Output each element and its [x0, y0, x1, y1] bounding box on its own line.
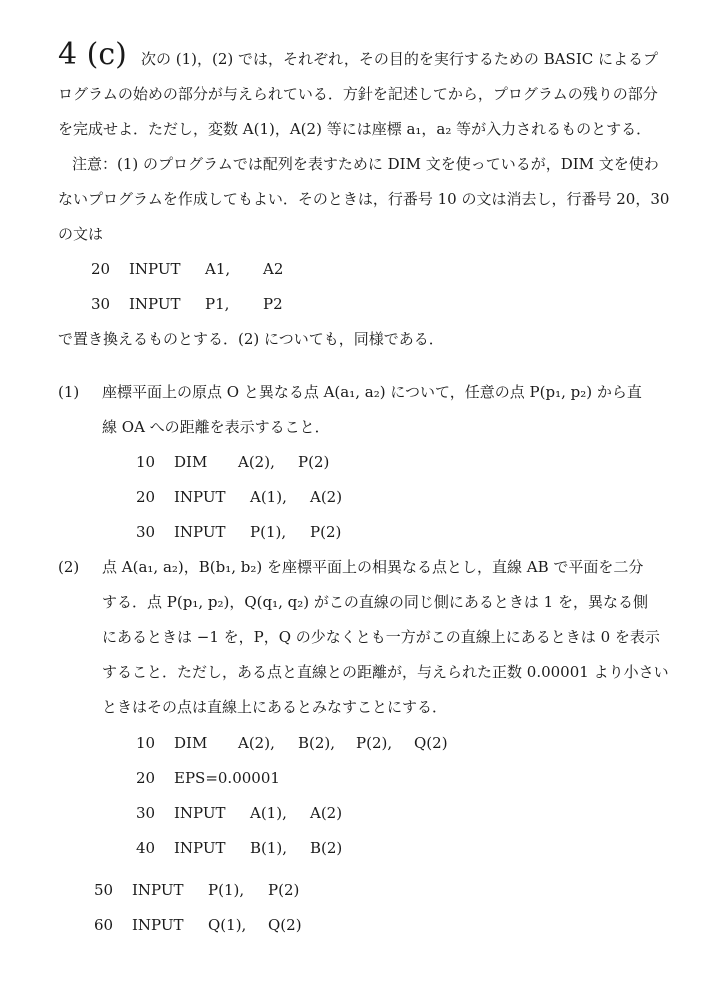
intro-line-2: ログラムの始めの部分が与えられている．方針を記述してから，プログラムの残りの部分: [58, 85, 658, 103]
argument: P(2): [268, 881, 300, 899]
part1-text-1: 座標平面上の原点 O と異なる点 A(a₁, a₂) について，任意の点 P(p₁, p₂) から直: [102, 383, 642, 401]
argument: P1,: [205, 295, 230, 313]
argument: A(2): [310, 804, 343, 822]
line-number: 20: [91, 260, 111, 278]
part2-code-line-30: [136, 803, 342, 823]
argument: A(2): [310, 488, 343, 506]
note-end: で置き換えるものとする．(2) についても，同様である．: [58, 330, 444, 348]
note-code-line-20: [91, 259, 283, 279]
note-line-3: の文は: [58, 225, 104, 243]
keyword: DIM: [174, 734, 208, 752]
keyword: INPUT: [132, 881, 184, 899]
part1-code-line-10: [136, 452, 329, 472]
part1-code-line-20: [136, 487, 342, 507]
argument: P(1),: [250, 523, 287, 541]
argument: P(2): [298, 453, 330, 471]
argument: P(2),: [356, 734, 393, 752]
line-number: 60: [94, 916, 114, 934]
part2-label: (2): [58, 558, 80, 576]
argument: A2: [263, 260, 284, 278]
argument: B(2),: [298, 734, 336, 752]
keyword: INPUT: [174, 804, 226, 822]
line-number: 30: [136, 523, 156, 541]
intro-line-1: 次の (1)，(2) では，それぞれ，その目的を実行するための BASIC によるプ: [141, 50, 659, 68]
part2-text-1: 点 A(a₁, a₂)，B(b₁, b₂) を座標平面上の相異なる点とし，直線 AB で平面を二分: [102, 558, 644, 576]
part2-code-line-20: [136, 768, 280, 788]
keyword: INPUT: [129, 295, 181, 313]
argument: Q(2): [414, 734, 448, 752]
line-number: 40: [136, 839, 156, 857]
keyword: INPUT: [129, 260, 181, 278]
line-number: 20: [136, 488, 156, 506]
part2-code-line-40: [136, 838, 342, 858]
part1-label: (1): [58, 383, 80, 401]
keyword: INPUT: [174, 523, 226, 541]
argument: P2: [263, 295, 283, 313]
part1-text-2: 線 OA への距離を表示すること．: [102, 418, 330, 436]
part2-code-line-60: [94, 915, 302, 935]
line-number: 10: [136, 734, 156, 752]
note-line-2: ないプログラムを作成してもよい．そのときは，行番号 10 の文は消去し，行番号 20，30: [58, 190, 670, 208]
line-number: 30: [136, 804, 156, 822]
keyword: DIM: [174, 453, 208, 471]
statement: EPS=0.00001: [174, 769, 280, 787]
line-number: 30: [91, 295, 111, 313]
part1-code-line-30: [136, 522, 341, 542]
part2-text-4: すること．ただし，ある点と直線との距離が，与えられた正数 0.00001 より小さい: [102, 663, 669, 681]
part2-text-3: にあるときは −1 を，P，Q の少なくとも一方がこの直線上にあるときは 0 を表示: [102, 628, 660, 646]
keyword: INPUT: [132, 916, 184, 934]
argument: A(1),: [250, 488, 287, 506]
part2-text-2: する．点 P(p₁, p₂)，Q(q₁, q₂) がこの直線の同じ側にあるときは 1 を，異なる側: [102, 593, 648, 611]
argument: B(2): [310, 839, 343, 857]
part2-code-line-10: [136, 733, 448, 753]
argument: A(2),: [238, 453, 275, 471]
keyword: INPUT: [174, 839, 226, 857]
part2-text-5: ときはその点は直線上にあるとみなすことにする．: [102, 698, 448, 716]
argument: P(1),: [208, 881, 245, 899]
part2-code-line-50: [94, 880, 299, 900]
argument: A(1),: [250, 804, 287, 822]
problem-number: 4 (c): [58, 37, 127, 72]
note-line-1: 注意：(1) のプログラムでは配列を表すために DIM 文を使っているが，DIM 文を使わ: [72, 155, 659, 173]
argument: A1,: [205, 260, 231, 278]
intro-line-3: を完成せよ．ただし，変数 A(1)，A(2) 等には座標 a₁，a₂ 等が入力されるものとする．: [58, 120, 652, 138]
line-number: 50: [94, 881, 114, 899]
line-number: 20: [136, 769, 156, 787]
argument: B(1),: [250, 839, 288, 857]
argument: P(2): [310, 523, 342, 541]
argument: A(2),: [238, 734, 275, 752]
note-code-line-30: [91, 294, 283, 314]
argument: Q(1),: [208, 916, 247, 934]
keyword: INPUT: [174, 488, 226, 506]
argument: Q(2): [268, 916, 302, 934]
line-number: 10: [136, 453, 156, 471]
